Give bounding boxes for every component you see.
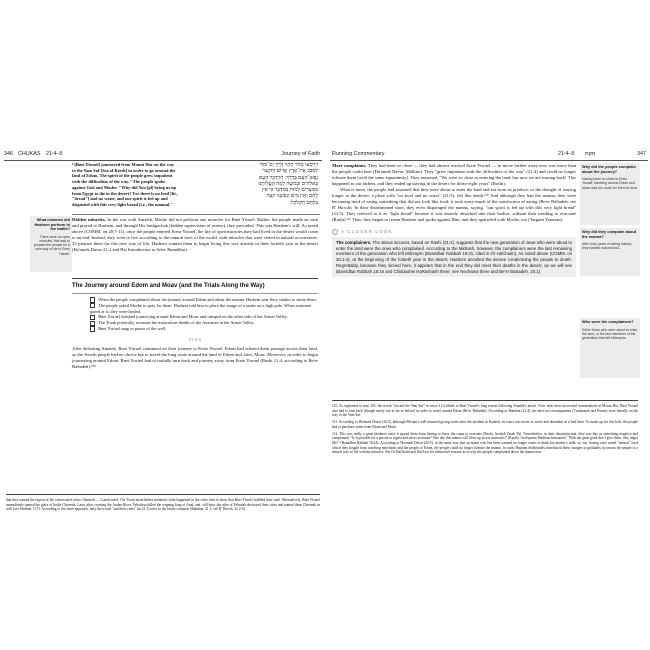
closer-look-title: A CLOSER LOOK — [341, 229, 393, 235]
footnote: 112. This was really a great kindness since it spared them from having to leave the camp to evacuate (Rashi, Avodah Zarah 5b). Nevertheless, in their dissatisfaction, they saw this as something negative and complained, "Is it possible for a person to ingest and never evacuate? One day this manna will blow up in our stomachs!" (Rashi). In response Hashem bemoaned, "With the great good that I give them, they anger Me!" (Bamidbar Rabbah 16:24). According to Ha'amek Davar (20:5), in the same way that an infant who has been weaned no longer wants to drink his mother's milk, so, too, having once tasted "natural" food which they bought from traveling merchants and the people of Edom, the people could no longer tolerate the manna. In truth, Hashem deliberately introduced these changes to gradually accustom the people to a natural way of life without miracles. See Or HaChaim and Ibn Ezra for alternative reasons as to why the people complained about the manna now. — [332, 431, 638, 455]
section-marker: 21:4-5 — [188, 336, 202, 342]
left-page-number: 346 — [4, 151, 13, 157]
left-parsha-name: CHUKAS — [18, 151, 41, 157]
right-page-header — [330, 150, 648, 161]
left-running-title: Journey of Faith — [281, 151, 320, 157]
hebrew-line: בַּלֶּחֶם הַקְּלֹקֵל: — [289, 199, 318, 206]
side-question-box — [580, 318, 640, 378]
hebrew-line: לֶחֶם וְאֵין מַיִם וְנַפְשֵׁנוּ קָצָה — [266, 193, 318, 200]
footnote: that they named the region of the consecrated cities Chermah — Consecrated. The Torah nevertheless mentions what happened to the cities here to show that Bnei Yisrael fulfilled their oath. Alternatively, Bnei Yisrael immediately named the place of battle Chermah. Later, after crossing the Jordan River, Yehoshua killed the reigning king of Arad, and, still later, the tribe of Yehudah destroyed their cities and named them Chermah as well (see Shoftim 1:17). According to the latter approach, only the words "and their cities" (in 21:3) refer to the future conquest (Ramban, 21:1; see R' Hirsch, 21:2-3). — [6, 498, 320, 512]
para-lead: Hidden miracles. — [72, 217, 106, 222]
sidebar-question-box — [30, 216, 72, 272]
right-parsha-name: חקת — [585, 151, 596, 157]
hebrew-line: בֵּאלֹהִים וּבְמֹשֶׁה לָמָה הֶעֱלִיתֻנוּ — [258, 180, 318, 187]
left-page — [4, 150, 322, 510]
right-commentary — [332, 163, 576, 277]
right-running-title: Running Commentary — [332, 151, 385, 157]
para-body: In the war with Amalek, Moshe did not perform any miracles for Bnei Yisrael. Rather, the people made an oath and prayed to Hashem, and through His hashgachah (hidden supervision of events), they prevailed. This was Hashem's will. As noted above (COMM. on 20:7-11), once the people entered Eretz Yisrael, the life of open miracles they had lived in the desert would come to an end. Instead, they were to live according to the natural laws of the world, with miracles that were veiled in natural occurrences. To prepare them for this new way of life, Hashem wanted them to begin living this way already in their fortieth year in the desert (Ha'amek Davar 21:2 and His Introduction to Sefer Bamidbar). — [72, 217, 318, 252]
side-answer: Having been so close to Eretz Yisrael, traveling around Edom and Moav was too much for them to bear. — [582, 177, 638, 190]
closer-body: The above account, based on Rashi (21:4), suggests that the new generation of Jews who were about to enter the land were the ones who complained. According to the Midrash, however, the complainers were the last remaining members of the generation who left Mitzrayim (Bamidbar Rabbah 19:21; cited in Or HaChaim). As noted above (COMM. on 20:1-4), at the beginning of the fortieth year in the desert, Hashem annulled the decree condemning the people to death. Regrettably, because they sinned here, it appears that in the end they did meet their deaths in the desert, as we will see (Bamidbar Rabbah 19:16 and Chiddushei HaRashash there; see Nechama there and Be'er BaSadeh, 20:1). — [336, 240, 572, 274]
para-lead: More complaints. — [332, 163, 367, 168]
checklist-item: When the people complained about the journey around Edom and about the manna, Hashem sent fiery snakes to smite them. — [90, 297, 318, 303]
footnote-block — [6, 494, 320, 512]
side-answer: Either those who were about to enter the land, or the last members of the generation that left Mitzrayim. — [582, 327, 638, 340]
right-page-number: 347 — [637, 151, 646, 157]
checkbox-icon — [90, 297, 95, 302]
para-body: They had been so close — they had almost reached Eretz Yisrael — to move further away now was more than the people could bear (Ha'amek Davar; Malbim). They "grew impatient with the difficulties of the way" (21:4) and could no longer tolerate them [with the same equanimity]. They reasoned, "We were so close to entering the land, but now we are turning back! This happened to our fathers, and they ended up staying in the desert for thirty-eight years" (Rashi). — [332, 163, 576, 186]
checklist-item: Bnei Yisrael sang in praise of the well. — [90, 326, 318, 332]
magnifier-icon — [332, 229, 338, 235]
side-question: Why did the people complain about the journey? — [582, 164, 636, 174]
divider — [72, 214, 320, 215]
para-body: What is more, the people had assumed that they were about to enter the land and eat from its produce, so the thought of staying longer in the desert, a place with "no food and no water" (21:5), felt like death.¹¹⁰ And although they had the manna, they were becoming tired of eating something that did not look like food; it took away much of the satisfaction of eating (Be'er BaSadeh; see R' Hirsch). In their disheartened state, they even disparaged the manna, saying, "our spirit is fed up with this very light bread" (21:5). They referred to it as "light bread" because it was entirely absorbed into their bodies, without their needing to evacuate (Rashi).¹¹¹ Thus, they began to resent Hashem and spoke against Him, and they quarreled with Moshe, too (Targum Yonasan). — [332, 187, 576, 222]
right-page — [330, 150, 648, 510]
checklist-item: The Torah poetically recounts the miraculous deaths of the Amorites in the Arnon Valley. — [90, 320, 318, 326]
sidebar-question: What miracles did Hashem perform in the battle? — [34, 217, 70, 232]
verse-hebrew — [182, 162, 318, 206]
side-question-box — [580, 228, 640, 276]
checkbox-icon — [90, 321, 95, 326]
commentary-block — [72, 217, 318, 253]
checkbox-icon — [90, 315, 95, 320]
hebrew-line: נֶפֶשׁ־הָעָם בַּדָּרֶךְ: הוַיְדַבֵּר הָעָם — [258, 174, 318, 181]
hebrew-line: מִמִּצְרַיִם לָמוּת בַּמִּדְבָּר כִּי אֵין — [261, 187, 318, 194]
footnote: 111. According to Ha'amek Davar (20:5), although Miriam's well resumed giving water after the incident in Kadesh, its water was never as sweet and abundant as it had been. To make up for this lack, the people had to purchase water from Edom and Moav. — [332, 420, 638, 429]
checklist-item: Bnei Yisrael finished journeying around Edom and Moav and camped on the other side of the Arnon Valley. — [90, 314, 318, 320]
closer-look-box — [332, 229, 576, 277]
right-footnotes — [332, 400, 638, 455]
para-body-2: After defeating Amalek, Bnei Yisrael continued on their journey to Eretz Yisrael. Edom had refused them passage across their land, so the Jewish people had no choice but to travel the long route around the land of Edom and, later, Moav. Moreover, in order to begin journeying around Edom, Bnei Yisrael had to initially turn back and journey away from Eretz Yisrael (Rashi 21:4, according to Be'er BaSadeh).¹⁰⁸ — [72, 345, 318, 369]
checkbox-icon — [90, 303, 95, 308]
side-question: Why did they complain about the manna? — [582, 229, 637, 239]
footnote: 110. As explained in note 102, the words "toward the Yam Suf" in verse 21:4 allude to Bnei Yisrael's long retreat following Amalek's attack. Now, after their successful counterattack at Mount Hor, Bnei Yisrael also had to turn back [though surely not as far as before] in order to travel around Edom (Be'er BaSadeh). According to Ramban (21:4), the next two encampments (Tzalmonah and Punon) were literally on the way to the Yam Suf. — [332, 404, 638, 418]
side-answer: After forty years of eating manna, they wanted natural food. — [582, 242, 633, 251]
checklist-item: The people asked Moshe to pray for them. Hashem told him to place the image of a snake on a high pole. When someone gazed at it, they were healed. — [90, 302, 312, 314]
verse-english: ⁴ [Bnei Yisrael] journeyed from Mount Hor on the way to the Yam Suf [Sea of Reeds] in order to go around the land of Edom. The spirit of the people grew impatient with the difficulties of the way. ⁵ The people spoke against God and Moshe: "Why did You [pl] bring us up from Egypt to die in the desert? For there is no food [lit., "bread"] and no water, and our spirit is fed up and disgusted with this very light bread [i.e., the manna]." — [72, 162, 178, 207]
closer-lead: The complainers. — [336, 240, 372, 245]
left-verse-ref: 21:4–5 — [46, 151, 63, 157]
hebrew-line: לִסְבֹב אֶת־אֶרֶץ אֱדוֹם וַתִּקְצַר — [262, 168, 318, 175]
checkbox-icon — [90, 326, 95, 331]
section-title: The Journey around Edom and Moav (and the Trials Along the Way) — [72, 283, 265, 289]
hebrew-line: דוַיִּסְעוּ מֵהֹר הָהָר דֶּרֶךְ יַם־סוּף — [259, 162, 318, 168]
side-question: Who were the complainers? — [582, 319, 634, 324]
side-question-box — [580, 163, 640, 225]
section-box — [72, 278, 318, 370]
sidebar-answer: There were no open miracles; this was to prepare the people for a new way of life in Eretz Yisrael. — [33, 234, 70, 256]
left-page-header — [4, 150, 322, 161]
right-verse-ref: 21:4–5 — [558, 151, 575, 157]
